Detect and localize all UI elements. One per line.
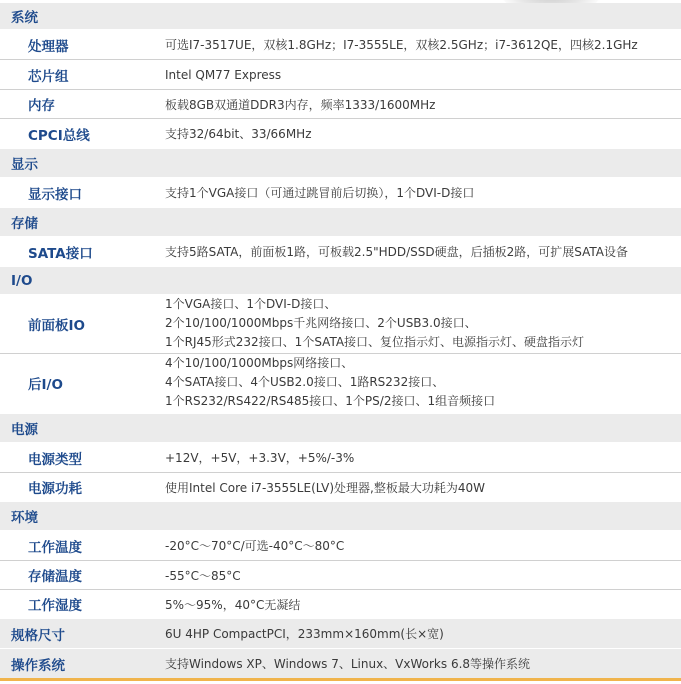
- section-title-power: 电源: [11, 422, 38, 438]
- spec-value-power-consumption: 使用Intel Core i7-3555LE(LV)处理器,整板最大功耗为40W: [165, 480, 485, 495]
- spec-value-sata: 支持5路SATA，前面板1路，可板载2.5"HDD/SSD硬盘，后插板2路，可扩展SATA设备: [165, 245, 628, 259]
- spec-label-memory: 内存: [28, 98, 55, 114]
- spec-value-os: 支持Windows XP、Windows 7、Linux、VxWorks 6.8等操作系统: [165, 657, 531, 671]
- spec-label-display-port: 显示接口: [28, 186, 82, 203]
- section-io: [0, 267, 681, 294]
- section-title-storage: 存储: [11, 216, 38, 232]
- rear-io-line: 4个SATA接口、4个USB2.0接口、1路RS232接口、: [165, 375, 445, 389]
- spec-value-memory: 板载8GB双通道DDR3内存，频率1333/1600MHz: [165, 97, 436, 112]
- spec-row-size: [0, 619, 681, 648]
- section-environment: [0, 502, 681, 530]
- front-io-line: 1个RJ45形式232接口、1个SATA接口、复位指示灯、电源指示灯、硬盘指示灯: [165, 335, 585, 349]
- spec-value-work-temp: -20°C～70°C/可选-40°C～80°C: [165, 539, 345, 553]
- section-title-display: 显示: [11, 157, 38, 173]
- section-title-io: I/O: [11, 272, 33, 289]
- spec-value-storage-temp: -55°C～85°C: [165, 568, 241, 583]
- spec-row-front-io: [0, 295, 681, 352]
- spec-label-cpu: 处理器: [28, 38, 69, 55]
- spec-label-power-consumption: 电源功耗: [28, 481, 82, 497]
- spec-row-humidity: [0, 590, 681, 618]
- spec-row-cpci: [0, 119, 681, 148]
- spec-label-chipset: 芯片组: [28, 68, 69, 85]
- spec-label-rear-io: 后I/O: [28, 376, 63, 393]
- bottom-accent-rule: [0, 678, 681, 681]
- section-storage: [0, 208, 681, 236]
- spec-row-rear-io: [0, 354, 681, 411]
- rear-io-line: 4个10/100/1000Mbps网络接口、: [165, 356, 354, 370]
- spec-label-work-temp: 工作温度: [28, 539, 82, 556]
- spec-value-cpu: 可选I7-3517UE，双核1.8GHz；I7-3555LE，双核2.5GHz；i7-3612QE，四核2.1GHz: [165, 38, 638, 52]
- spec-label-os: 操作系统: [11, 657, 65, 674]
- section-display: [0, 149, 681, 177]
- spec-label-storage-temp: 存储温度: [28, 569, 82, 585]
- spec-value-humidity: 5%～95%，40°C无凝结: [165, 597, 301, 612]
- front-io-line: 2个10/100/1000Mbps千兆网络接口、2个USB3.0接口、: [165, 316, 477, 330]
- spec-label-front-io: 前面板IO: [28, 317, 85, 334]
- spec-label-humidity: 工作湿度: [28, 598, 82, 614]
- spec-value-front-io: [165, 295, 675, 352]
- spec-label-power-type: 电源类型: [28, 451, 82, 468]
- section-title-system: 系统: [11, 10, 38, 26]
- spec-row-storage-temp: [0, 561, 681, 589]
- section-power: [0, 414, 681, 442]
- spec-row-display-port: [0, 178, 681, 207]
- spec-value-power-type: +12V，+5V，+3.3V，+5%/-3%: [165, 451, 355, 465]
- spec-row-power-type: [0, 443, 681, 472]
- spec-value-size: 6U 4HP CompactPCI，233mm×160mm(长×宽): [165, 627, 444, 641]
- section-title-environment: 环境: [11, 510, 38, 526]
- spec-value-cpci: 支持32/64bit、33/66MHz: [165, 127, 312, 141]
- spec-label-size: 规格尺寸: [11, 627, 65, 644]
- spec-row-cpu: [0, 30, 681, 59]
- spec-value-chipset: Intel QM77 Express: [165, 67, 282, 82]
- spec-row-chipset: [0, 60, 681, 89]
- front-io-line: 1个VGA接口、1个DVI-D接口、: [165, 297, 337, 311]
- spec-row-os: [0, 649, 681, 678]
- spec-row-work-temp: [0, 531, 681, 560]
- rear-io-line: 1个RS232/RS422/RS485接口、1个PS/2接口、1组音频接口: [165, 394, 496, 408]
- spec-value-display-port: 支持1个VGA接口（可通过跳冒前后切换），1个DVI-D接口: [165, 186, 475, 200]
- spec-row-memory: [0, 90, 681, 118]
- spec-label-sata: SATA接口: [28, 245, 93, 262]
- spec-row-power-consumption: [0, 473, 681, 501]
- section-system: [0, 3, 681, 29]
- spec-row-sata: [0, 237, 681, 266]
- spec-label-cpci: CPCI总线: [28, 127, 90, 144]
- spec-value-rear-io: [165, 354, 675, 411]
